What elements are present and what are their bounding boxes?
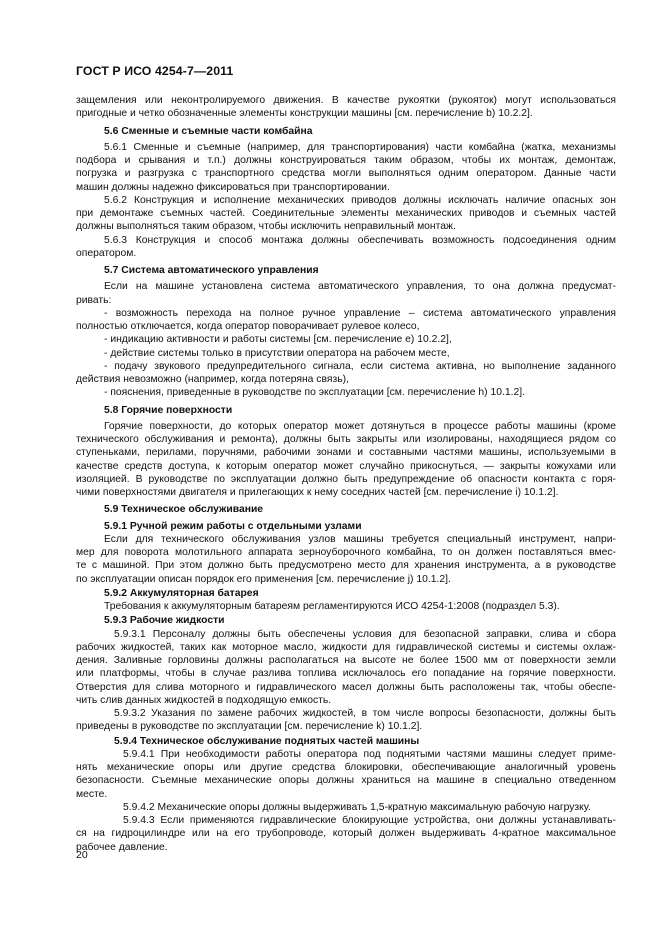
text-line: месте. [76,788,108,800]
text-line: ступеньками, перилами, поручнями, рабочими зонами и составными частями машины, используемыми в [76,447,616,459]
text-line: 5.6.3 Конструкция и способ монтажа должны обеспечивать возможность подсоединения одним [104,234,616,246]
text-line: приведены в руководстве по эксплуатации [см. перечисление k) 10.1.2]. [76,721,423,733]
section-heading: 5.7 Система автоматического управления [104,265,319,276]
document-body [76,94,616,854]
paragraph [76,141,616,194]
text-line: защемления или неконтролируемого движения. В качестве рукоятки (рукояток) могут использоваться [76,95,616,106]
text-line: - действие системы только в присутствии оператора на рабочем месте, [104,347,450,359]
text-line: Если на машине установлена система автоматического управления, то она должна предусмат- [104,281,616,293]
text-line: машин должны надежно фиксироваться при транспортировании. [76,181,390,193]
text-line: - подачу звукового предупредительного сигнала, если система активна, но выполнение заданного [104,360,616,372]
text-line: пригодные и четко обозначенные элементы конструкции машины [см. перечисление b) 10.2.2]. [76,108,533,120]
text-line: 5.9.3.1 Персоналу должны быть обеспечены условия для безопасной заправки, слива и сбора [114,628,616,640]
text-line: те с машиной. При этом должно быть предусмотрено место для хранения инструмента, а в руководстве [76,560,616,572]
paragraph [76,360,616,387]
paragraph [76,280,616,307]
text-line: - возможность перехода на полное ручное управление – система автоматического управления [104,307,616,319]
text-line: 5.6.1 Сменные и съемные (например, для транспортирования) части комбайна (жатка, механизмы [104,141,616,153]
paragraph [76,347,616,360]
text-line: рабочее давление. [76,841,168,853]
text-line: ся на гидроцилиндре или на его трубопроводе, который должен выдерживать 4-кратное максимальное [76,828,616,840]
paragraph [76,234,616,261]
text-line: чими поверхностями двигателя и прилегающих к нему соседних частей [см. перечисление i) 10.1.2]. [76,487,559,498]
text-line: Отверстия для слива моторного и гидравлического масел должны быть расположены так, чтобы обеспе- [76,681,616,693]
text-line: дения. Заливные горловины должны располагаться на высоте не более 1500 мм от поверхности земли [76,655,616,666]
section-heading: 5.9.2 Аккумуляторная батарея [104,587,259,599]
text-line: оператором. [76,247,137,259]
text-line: нять механические опоры или другие средства блокировки, обеспечивающие аналогичный уровень [76,762,616,773]
text-line: 5.9.4.1 При необходимости работы оператора под поднятыми частями машины следует приме- [123,748,616,760]
text-line: подбора и срывания и т.п.) должны конструироваться таким образом, чтобы их монтаж, демонтаж, [76,155,616,166]
text-line: действия невозможно (например, когда потеряна связь), [76,374,349,385]
text-line: рабочих жидкостей, таких как моторное масло, жидкости для гидравлической системы и системы охлаж- [76,641,616,653]
text-line: 5.9.4.3 Если применяются гидравлические блокирующие устройства, они должны устанавливать- [123,815,616,826]
paragraph [76,628,616,708]
section-heading: 5.6 Сменные и съемные части комбайна [104,125,313,137]
paragraph [76,307,616,334]
text-line: полностью отключается, когда оператор поворачивает рулевое колесо, [76,321,420,332]
paragraph [76,748,616,801]
text-line: чить слив данных жидкостей в подходящую емкость. [76,694,332,706]
paragraph [76,94,616,121]
text-line: - пояснения, приведенные в руководстве по эксплуатации [см. перечисление h) 10.1.2]. [104,387,525,399]
text-line: 5.9.4.2 Механические опоры должны выдерживать 1,5-кратную максимальную рабочую нагрузку. [123,801,591,813]
text-line: ривать: [76,294,112,306]
paragraph [76,801,616,814]
paragraph [76,533,616,586]
text-line: 5.6.2 Конструкция и исполнение механических приводов должны исключать наличие опасных зон [104,194,616,206]
text-line: погрузка и разгрузка с транспортного средства могли выполняться одним оператором. Данные части [76,168,616,180]
section-heading: 5.9.3 Рабочие жидкости [104,615,225,627]
paragraph [76,814,616,854]
section-heading: 5.9.4 Техническое обслуживание поднятых частей машины [114,735,420,747]
section-heading: 5.9.1 Ручной режим работы с отдельными узлами [104,520,362,532]
text-line: Если для технического обслуживания узлов машины требуется специальный инструмент, напри- [104,533,616,545]
text-line: 5.9.3.2 Указания по замене рабочих жидкостей, в том числе вопросы безопасности, должны быть [114,708,616,719]
text-line: по эксплуатации описан порядок его применения [см. перечисление j) 10.1.2]. [76,573,451,585]
text-line: Горячие поверхности, до которых оператор может дотянуться в процессе работы машины (кроме [104,420,616,432]
paragraph [76,386,616,399]
paragraph [76,333,616,346]
paragraph [76,420,616,500]
text-line: или платформы, чтобы в случае разлива топлива исключалось его попадание на горячие поверхности. [76,668,616,680]
paragraph [76,600,616,613]
text-line: изоляцией. В руководстве по эксплуатации должно быть предупреждение об опасности контакта с горя- [76,473,616,485]
section-heading: 5.9 Техническое обслуживание [104,504,264,516]
text-line: мер для поворота молотильного аппарата зерноуборочного комбайна, то он должен поставляться вмес- [76,547,616,558]
text-line: - индикацию активности и работы системы [см. перечисление e) 10.2.2], [104,334,452,346]
text-line: технического обслуживания и ремонта), должны быть закрыты или изолированы, находящиеся рядом со [76,434,616,445]
paragraph [76,707,616,734]
text-line: при демонтаже съемных частей. Соединительные элементы механических приводов и съемных частей [76,208,616,219]
text-line: безопасности. Съемные механические опоры должны храниться на машине в специально отведенном [76,775,616,787]
section-heading: 5.8 Горячие поверхности [104,404,233,416]
text-line: Требования к аккумуляторным батареям регламентируются ИСО 4254-1:2008 (подраздел 5.3). [104,601,560,612]
text-line: качестве средств доступа, к которым оператор может случайно прикоснуться, — закрыты кожухами или [76,460,616,472]
document-header: ГОСТ Р ИСО 4254-7—2011 [76,64,234,78]
paragraph [76,194,616,234]
text-line: должны выполняться таким образом, чтобы исключить неправильный монтаж. [76,221,456,233]
page-number: 20 [76,849,88,861]
